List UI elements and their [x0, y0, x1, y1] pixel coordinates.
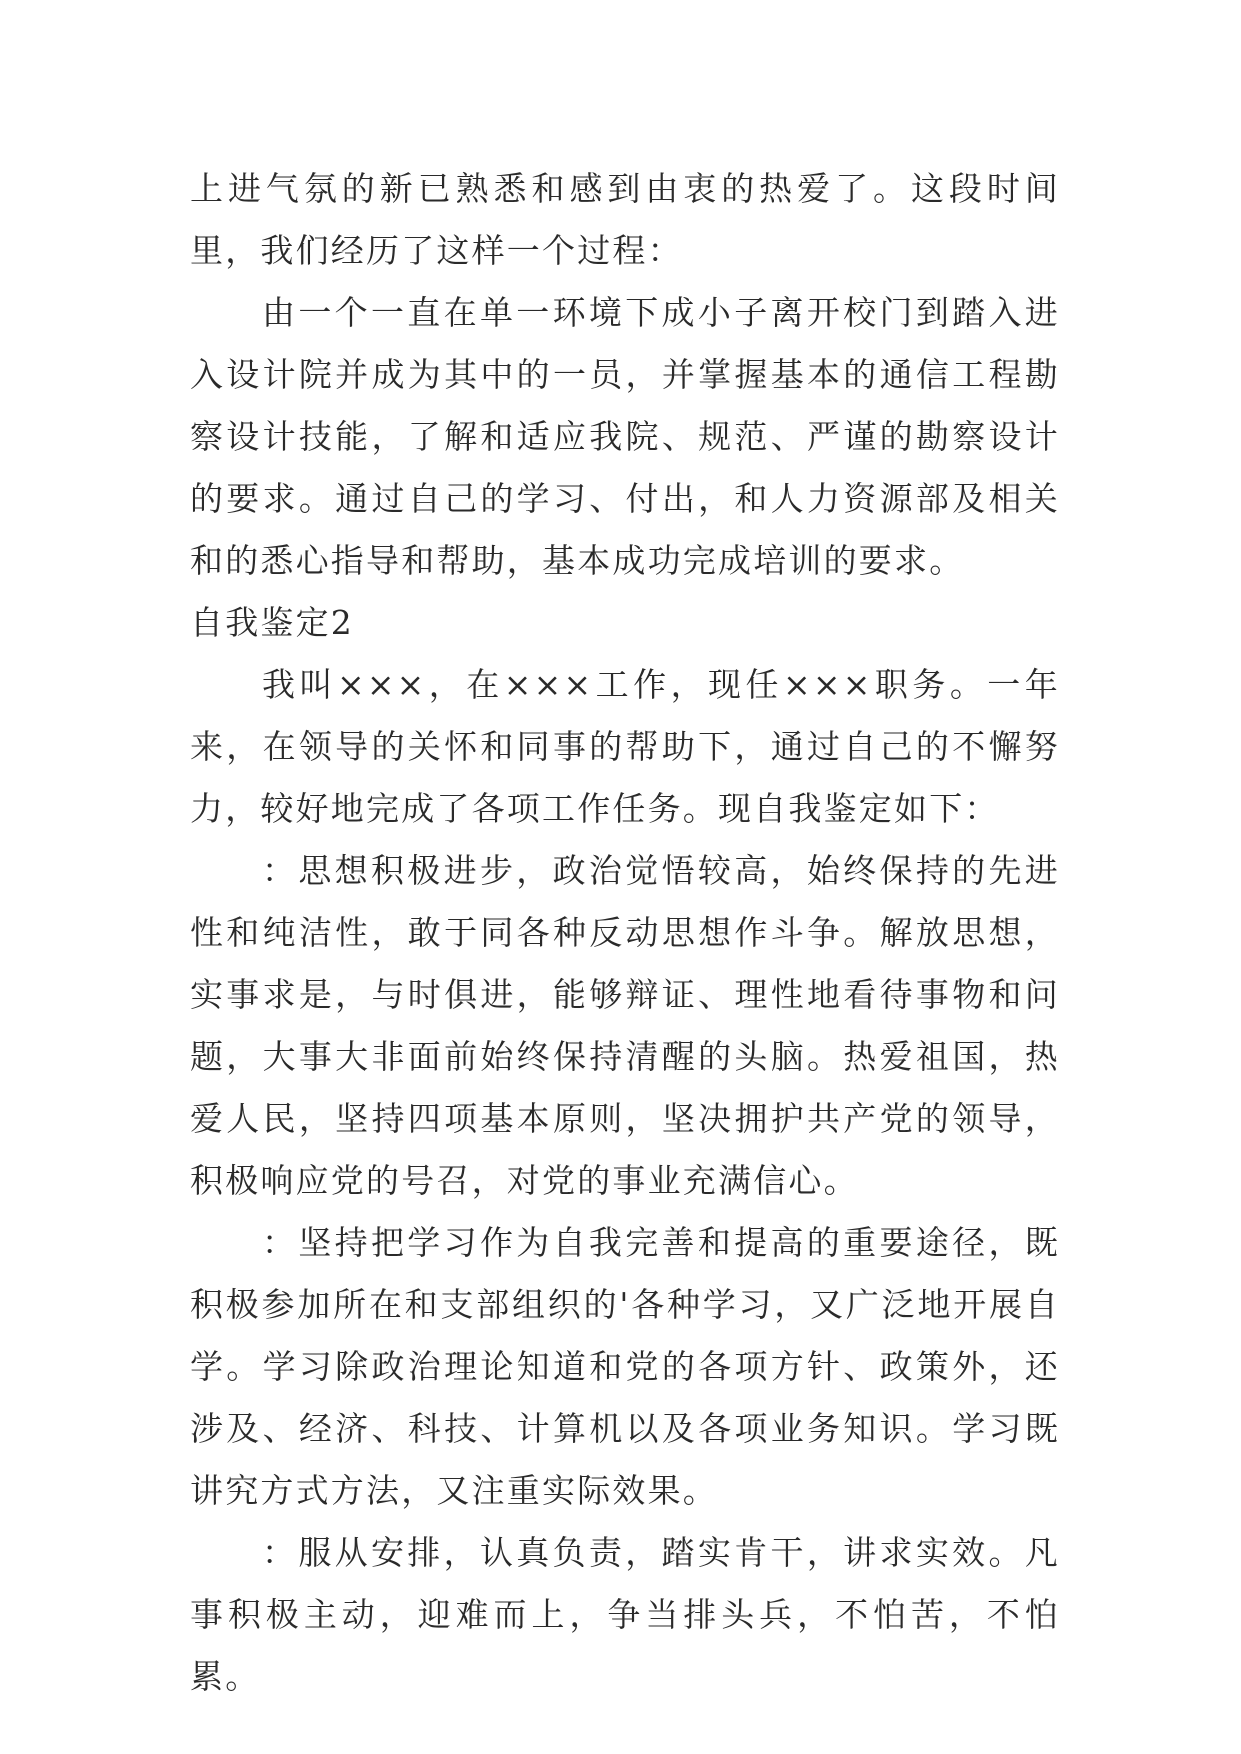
continuation-paragraph: 上进气氛的新已熟悉和感到由衷的热爱了。这段时间里，我们经历了这样一个过程：	[190, 169, 1060, 270]
section-heading: 自我鉴定2	[190, 603, 354, 642]
body-paragraph: ：思想积极进步，政治觉悟较高，始终保持的先进性和纯洁性，敢于同各种反动思想作斗争。解放思想，实事求是，与时俱进，能够辩证、理性地看待事物和问题，大事大非面前始终保持清醒的头脑。热爱祖国，热爱人民，坚持四项基本原则，坚决拥护共产党的领导，积极响应党的号召，对党的事业充满信心。	[190, 851, 1060, 1200]
body-paragraph: 我叫×××，在×××工作，现任×××职务。一年来，在领导的关怀和同事的帮助下，通过自己的不懈努力，较好地完成了各项工作任务。现自我鉴定如下：	[190, 665, 1060, 828]
body-paragraph: 由一个一直在单一环境下成小子离开校门到踏入进入设计院并成为其中的一员，并掌握基本的通信工程勘察设计技能，了解和适应我院、规范、严谨的勘察设计的要求。通过自己的学习、付出，和人力资源部及相关和的悉心指导和帮助，基本成功完成培训的要求。	[190, 293, 1060, 580]
body-paragraph: ：坚持把学习作为自我完善和提高的重要途径，既积极参加所在和支部组织的'各种学习，又广泛地开展自学。学习除政治理论知道和党的各项方针、政策外，还涉及、经济、科技、计算机以及各项业务知识。学习既讲究方式方法，又注重实际效果。	[190, 1223, 1060, 1510]
document-body	[190, 158, 1060, 1708]
body-paragraph: ：服从安排，认真负责，踏实肯干，讲求实效。凡事积极主动，迎难而上，争当排头兵，不怕苦，不怕累。	[190, 1533, 1060, 1696]
